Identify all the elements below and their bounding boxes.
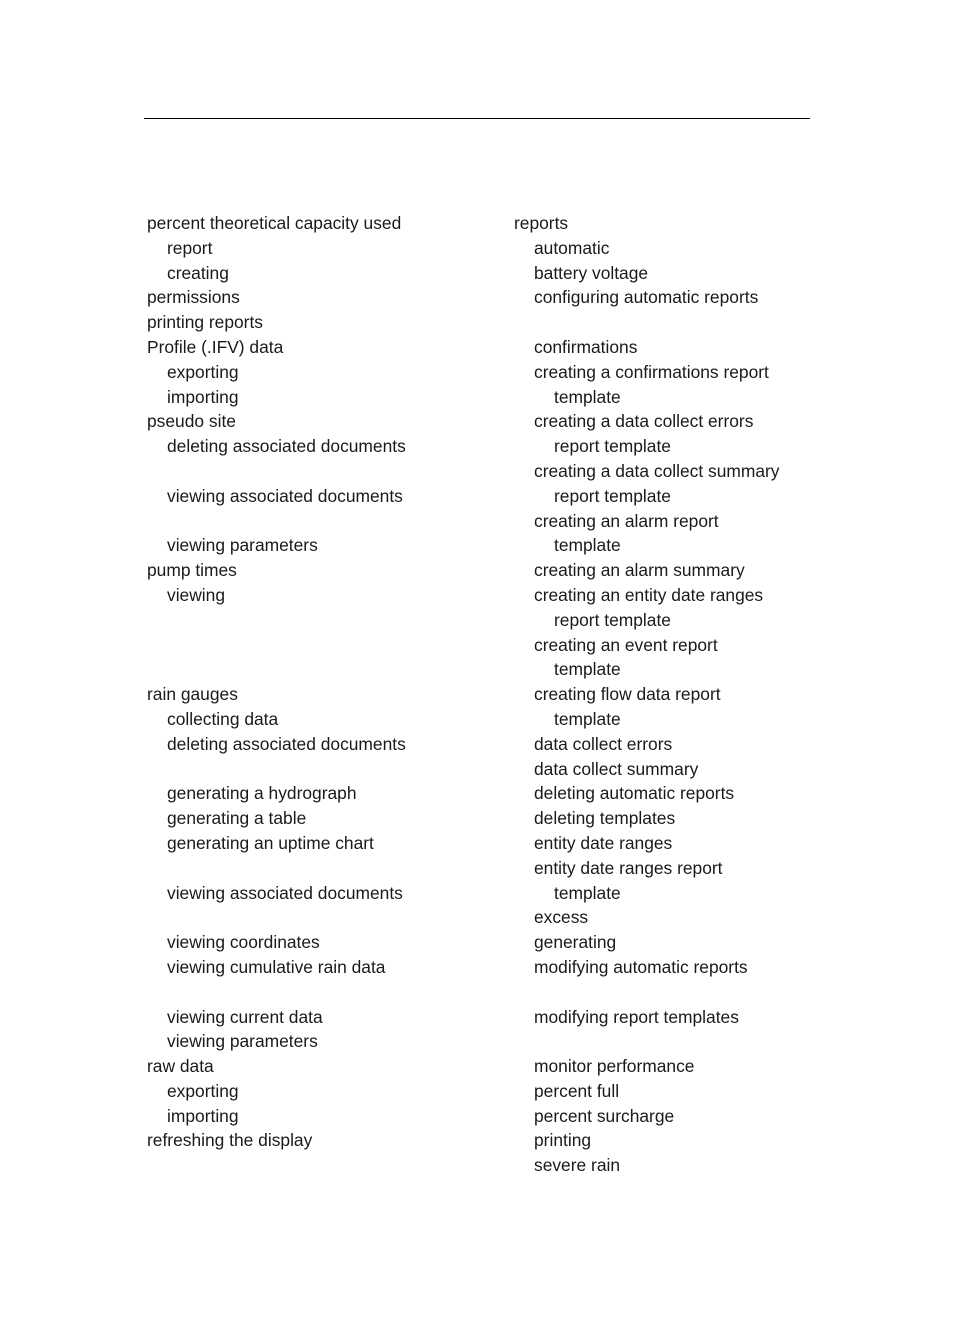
index-spacer: [147, 608, 517, 633]
index-main-entry: printing reports: [147, 312, 263, 333]
index-sub-entry: viewing current data: [167, 1006, 323, 1027]
index-sub-entry: viewing cumulative rain data: [167, 956, 386, 977]
index-main-entry: permissions: [147, 287, 240, 308]
index-sub-entry: generating an uptime chart: [167, 832, 374, 853]
index-spacer: [147, 856, 517, 881]
index-sub-entry-continuation: template: [554, 535, 621, 556]
index-spacer: [514, 310, 884, 335]
index-sub-entry: viewing: [167, 584, 225, 605]
index-sub-entry: importing: [167, 386, 239, 407]
index-spacer: [514, 980, 884, 1005]
index-sub-entry: deleting associated documents: [167, 733, 406, 754]
index-main-entry: percent theoretical capacity used: [147, 213, 402, 233]
index-sub-entry: generating a hydrograph: [167, 783, 357, 804]
index-sub-entry: confirmations: [534, 336, 638, 357]
index-sub-entry: excess: [534, 907, 589, 928]
index-spacer: [147, 459, 517, 484]
index-sub-entry: configuring automatic reports: [534, 287, 759, 308]
index-main-entry: rain gauges: [147, 684, 238, 705]
index-sub-entry: exporting: [167, 361, 239, 382]
index-sub-entry: percent surcharge: [534, 1105, 675, 1126]
index-sub-entry: modifying report templates: [534, 1006, 739, 1027]
index-sub-entry: creating a data collect summary: [534, 460, 780, 481]
index-sub-entry: printing: [534, 1130, 592, 1151]
index-main-entry: refreshing the display: [147, 1130, 313, 1151]
index-sub-entry: viewing parameters: [167, 535, 318, 556]
index-sub-entry-continuation: template: [554, 659, 621, 680]
index-sub-entry: deleting associated documents: [167, 436, 406, 457]
index-main-entry: pseudo site: [147, 411, 236, 432]
index-spacer: [147, 905, 517, 930]
index-main-entry: raw data: [147, 1056, 214, 1077]
index-spacer: [147, 980, 517, 1005]
index-sub-entry: data collect summary: [534, 758, 699, 779]
index-sub-entry-continuation: report template: [554, 609, 671, 630]
index-sub-entry: collecting data: [167, 708, 279, 729]
index-sub-entry: generating a table: [167, 808, 307, 829]
index-sub-entry: report: [167, 237, 213, 258]
header-rule: [144, 118, 810, 119]
index-sub-entry: generating: [534, 932, 617, 953]
index-sub-entry: entity date ranges report: [534, 857, 723, 878]
index-sub-entry: modifying automatic reports: [534, 956, 748, 977]
index-sub-entry: creating an event report: [534, 634, 718, 655]
index-sub-entry: viewing associated documents: [167, 882, 403, 903]
index-sub-entry: viewing coordinates: [167, 932, 320, 953]
index-main-entry: pump times: [147, 560, 237, 581]
index-main-entry: Profile (.IFV) data: [147, 336, 284, 357]
index-sub-entry: deleting automatic reports: [534, 783, 735, 804]
index-sub-entry: automatic: [534, 237, 610, 258]
index-sub-entry: creating a confirmations report: [534, 361, 769, 382]
index-sub-entry: creating an alarm report: [534, 510, 719, 531]
index-sub-entry: creating flow data report: [534, 684, 721, 705]
index-spacer: [147, 633, 517, 658]
index-spacer: [514, 1029, 884, 1054]
index-sub-entry: importing: [167, 1105, 239, 1126]
index-sub-entry: entity date ranges: [534, 832, 673, 853]
index-sub-entry-continuation: report template: [554, 485, 671, 506]
index-spacer: [147, 657, 517, 682]
index-sub-entry-continuation: report template: [554, 436, 671, 457]
index-sub-entry: creating an entity date ranges: [534, 584, 764, 605]
index-sub-entry: creating an alarm summary: [534, 560, 745, 581]
index-column-right: [514, 211, 884, 1178]
index-spacer: [147, 757, 517, 782]
index-sub-entry-continuation: template: [554, 708, 621, 729]
index-spacer: [147, 509, 517, 534]
index-sub-entry: percent full: [534, 1080, 620, 1101]
index-sub-entry: data collect errors: [534, 733, 673, 754]
index-sub-entry-continuation: template: [554, 882, 621, 903]
index-sub-entry: creating: [167, 262, 229, 283]
index-column-left: [147, 211, 517, 1153]
index-sub-entry: monitor performance: [534, 1056, 695, 1077]
index-sub-entry: viewing associated documents: [167, 485, 403, 506]
index-sub-entry: viewing parameters: [167, 1031, 318, 1052]
index-sub-entry: creating a data collect errors: [534, 411, 754, 432]
index-sub-entry: exporting: [167, 1080, 239, 1101]
index-sub-entry: deleting templates: [534, 808, 676, 829]
index-sub-entry: severe rain: [534, 1155, 621, 1176]
index-sub-entry: battery voltage: [534, 262, 649, 283]
index-main-entry: reports: [514, 213, 569, 233]
index-sub-entry-continuation: template: [554, 386, 621, 407]
